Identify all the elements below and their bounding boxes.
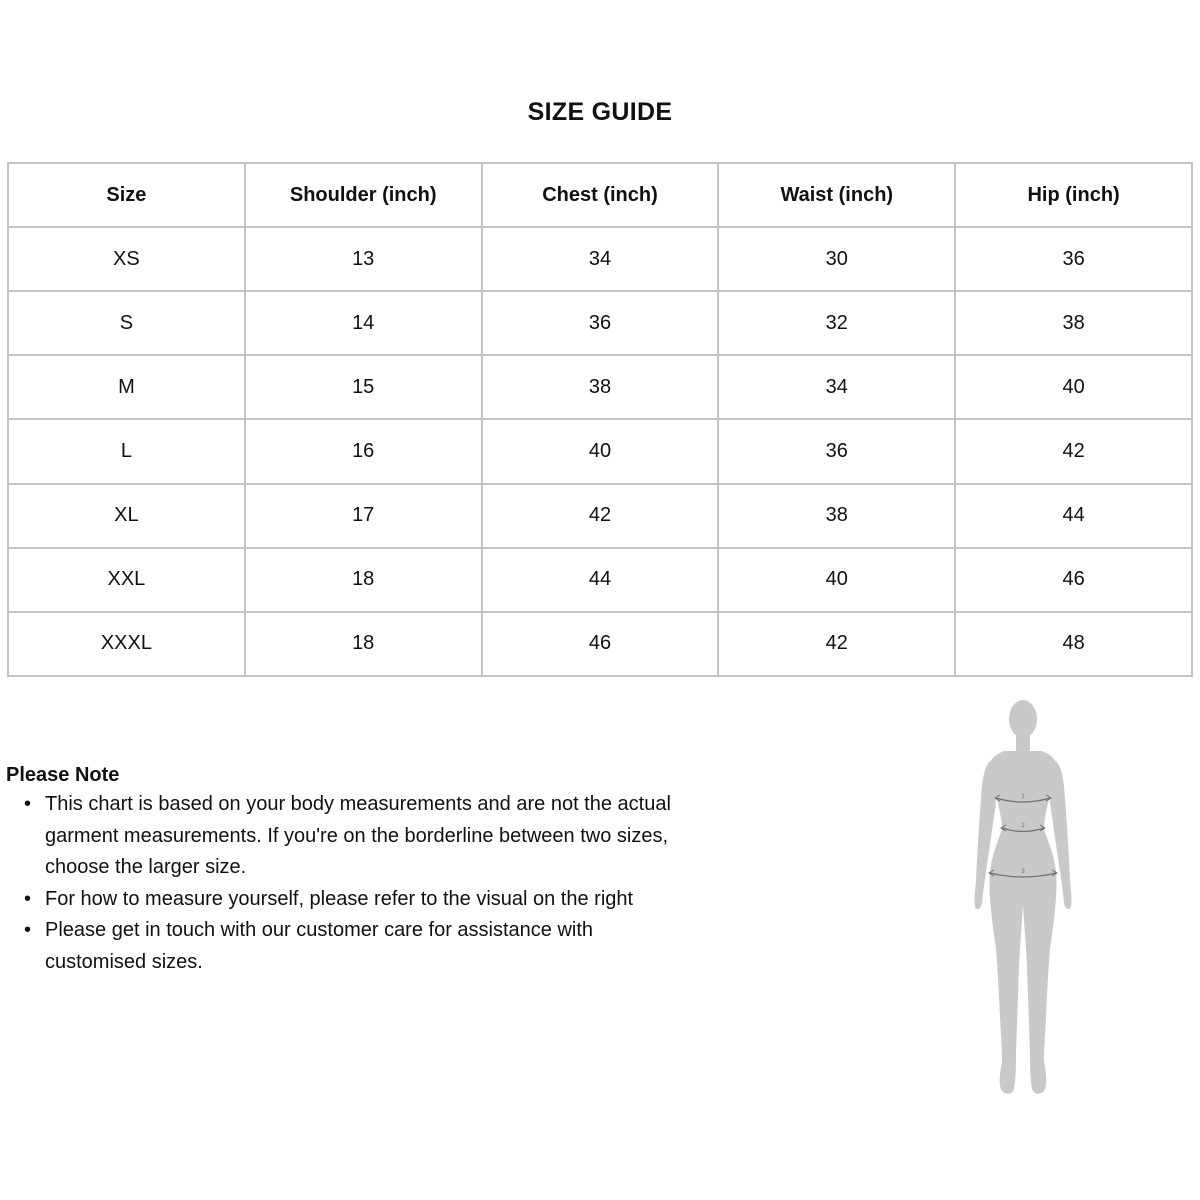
cell-hip: 48 bbox=[955, 612, 1192, 676]
cell-waist: 38 bbox=[718, 484, 955, 548]
cell-chest: 40 bbox=[482, 419, 719, 483]
table-row bbox=[8, 291, 1192, 355]
cell-hip: 38 bbox=[955, 291, 1192, 355]
figure-neck bbox=[1016, 733, 1030, 753]
cell-size: XXXL bbox=[8, 612, 245, 676]
measure-label-3: 3 bbox=[1021, 869, 1025, 875]
cell-shoulder: 13 bbox=[245, 227, 482, 291]
cell-size: L bbox=[8, 419, 245, 483]
cell-waist: 40 bbox=[718, 548, 955, 612]
cell-shoulder: 18 bbox=[245, 612, 482, 676]
body-silhouette-icon bbox=[975, 700, 1072, 1094]
cell-chest: 42 bbox=[482, 484, 719, 548]
measure-label-2: 2 bbox=[1021, 823, 1025, 829]
cell-waist: 36 bbox=[718, 419, 955, 483]
note-heading: Please Note bbox=[6, 764, 120, 786]
cell-chest: 44 bbox=[482, 548, 719, 612]
cell-chest: 34 bbox=[482, 227, 719, 291]
column-header-waist: Waist (inch) bbox=[718, 163, 955, 227]
table-header-row bbox=[8, 163, 1192, 227]
table-row bbox=[8, 484, 1192, 548]
cell-waist: 30 bbox=[718, 227, 955, 291]
cell-waist: 42 bbox=[718, 612, 955, 676]
note-list bbox=[6, 789, 696, 978]
cell-size: XS bbox=[8, 227, 245, 291]
page-title: SIZE GUIDE bbox=[527, 98, 673, 126]
cell-size: S bbox=[8, 291, 245, 355]
bullet-icon: • bbox=[24, 887, 32, 910]
cell-hip: 40 bbox=[955, 355, 1192, 419]
column-header-hip: Hip (inch) bbox=[955, 163, 1192, 227]
table-row bbox=[8, 548, 1192, 612]
column-header-chest: Chest (inch) bbox=[482, 163, 719, 227]
cell-shoulder: 15 bbox=[245, 355, 482, 419]
bullet-icon: • bbox=[24, 919, 32, 941]
table-row bbox=[8, 227, 1192, 291]
cell-shoulder: 14 bbox=[245, 291, 482, 355]
body-measurement-figure bbox=[960, 695, 1090, 1100]
cell-waist: 32 bbox=[718, 291, 955, 355]
cell-shoulder: 16 bbox=[245, 419, 482, 483]
cell-size: XL bbox=[8, 484, 245, 548]
table-row bbox=[8, 355, 1192, 419]
bullet-icon: • bbox=[24, 793, 32, 815]
cell-size: XXL bbox=[8, 548, 245, 612]
cell-hip: 44 bbox=[955, 484, 1192, 548]
size-chart-table bbox=[7, 162, 1193, 677]
note-text: This chart is based on your body measurements and are not the actual garment measurements. If you're on the borderline between two sizes, choose the larger size. bbox=[45, 793, 671, 878]
cell-hip: 36 bbox=[955, 227, 1192, 291]
note-text: For how to measure yourself, please refer to the visual on the right bbox=[45, 887, 634, 910]
column-header-size: Size bbox=[8, 163, 245, 227]
cell-shoulder: 18 bbox=[245, 548, 482, 612]
figure-head bbox=[1009, 700, 1037, 738]
cell-chest: 38 bbox=[482, 355, 719, 419]
table-row bbox=[8, 419, 1192, 483]
table-row bbox=[8, 612, 1192, 676]
cell-chest: 46 bbox=[482, 612, 719, 676]
cell-shoulder: 17 bbox=[245, 484, 482, 548]
list-item bbox=[6, 884, 696, 916]
column-header-shoulder: Shoulder (inch) bbox=[245, 163, 482, 227]
list-item bbox=[6, 915, 696, 978]
measure-label-1: 1 bbox=[1021, 794, 1025, 800]
cell-size: M bbox=[8, 355, 245, 419]
cell-waist: 34 bbox=[718, 355, 955, 419]
note-text: Please get in touch with our customer care for assistance with customised sizes. bbox=[45, 919, 594, 973]
cell-hip: 42 bbox=[955, 419, 1192, 483]
list-item bbox=[6, 789, 696, 884]
please-note-section bbox=[6, 764, 696, 978]
cell-chest: 36 bbox=[482, 291, 719, 355]
cell-hip: 46 bbox=[955, 548, 1192, 612]
